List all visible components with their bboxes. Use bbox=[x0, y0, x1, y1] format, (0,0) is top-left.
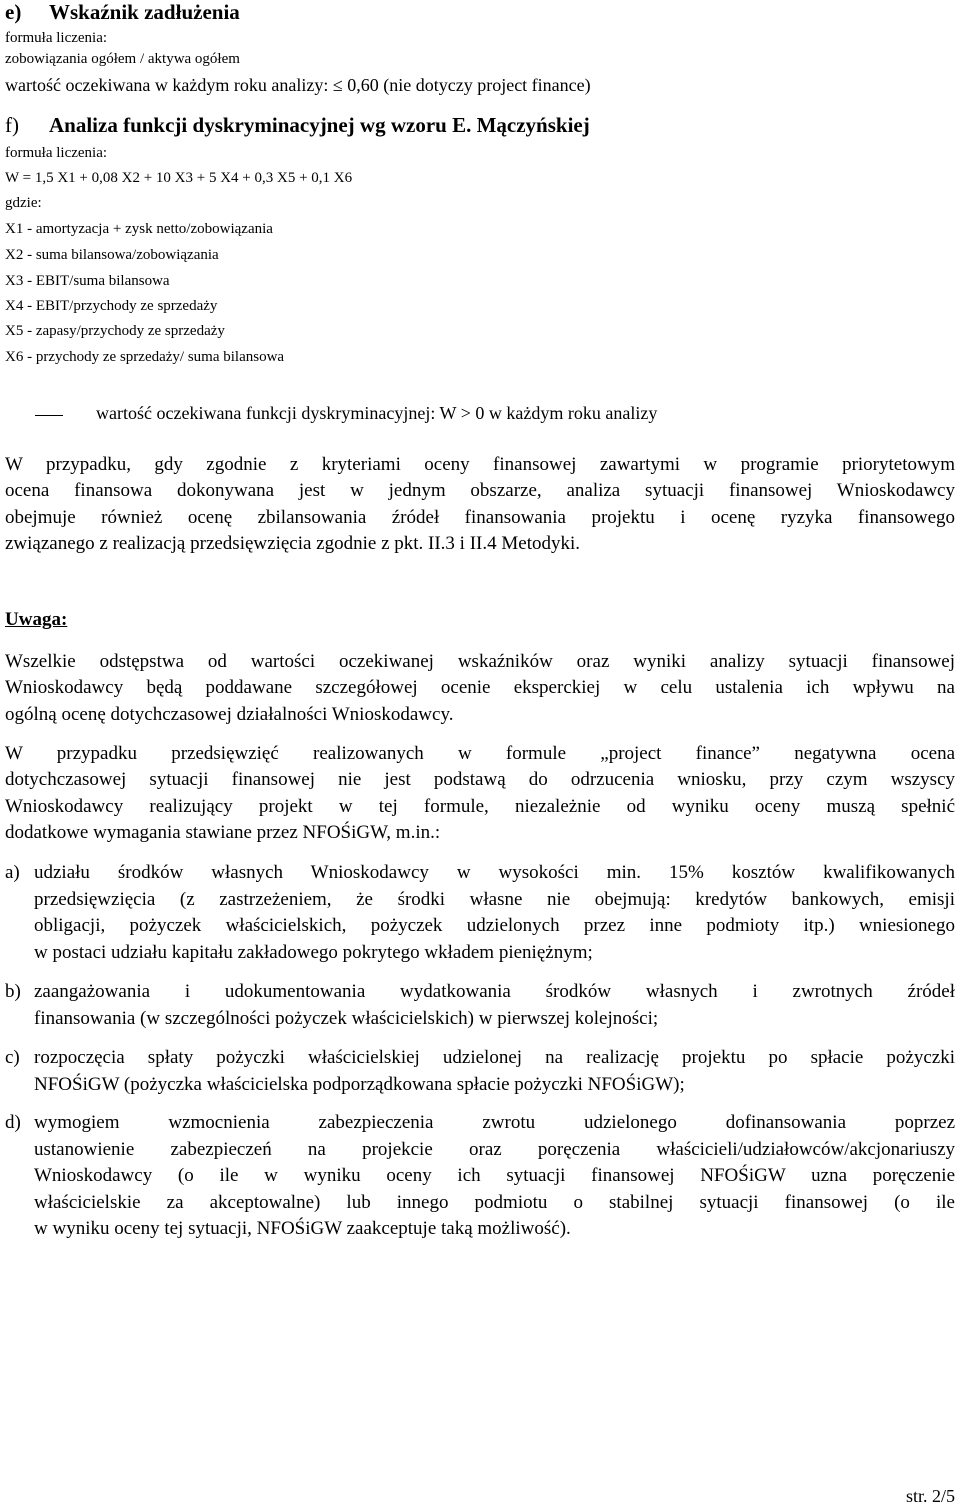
note-heading: Uwaga: bbox=[5, 609, 68, 630]
paragraph-line: Wnioskodawcy realizujący projekt w tej formule, niezależnie od wyniku oceny muszą spełnić bbox=[5, 795, 955, 817]
variable-x6: X6 - przychody ze sprzedaży/ suma bilansowa bbox=[5, 349, 285, 365]
variable-x1: X1 - amortyzacja + zysk netto/zobowiązania bbox=[5, 221, 273, 237]
section-e-title: Wskaźnik zadłużenia bbox=[49, 0, 240, 24]
requirement-text bbox=[34, 979, 955, 1032]
requirement-line: wymogiem wzmocnienia zabezpieczenia zwrotu udzielonego dofinansowania poprzez bbox=[34, 1112, 955, 1133]
requirement-text bbox=[34, 1045, 955, 1098]
paragraph-line: W przypadku przedsięwzięć realizowanych w formule „project finance” negatywna ocena bbox=[5, 743, 955, 764]
requirement-line: ustanowienie zabezpieczeń na projekcie oraz poręczenia właścicieli/udziałowców/akcjonariuszy bbox=[34, 1138, 955, 1160]
paragraph-line: obejmuje również ocenę zbilansowania źródeł finansowania projektu i ocenę ryzyka finansowego bbox=[5, 506, 955, 528]
requirement-text bbox=[34, 860, 955, 966]
paragraph-line: dotychczasowej sytuacji finansowej nie jest podstawą do odrzucenia wniosku, przy czym wszyscy bbox=[5, 769, 955, 791]
page-number: str. 2/5 bbox=[905, 1486, 955, 1506]
section-f-title: Analiza funkcji dyskryminacyjnej wg wzoru E. Mączyńskiej bbox=[49, 113, 590, 137]
requirement-line: NFOŚiGW (pożyczka właścicielska podporządkowana spłacie pożyczki NFOŚiGW); bbox=[34, 1073, 685, 1095]
requirement-line: zaangażowania i udokumentowania wydatkowania środków własnych i zwrotnych źródeł bbox=[34, 981, 955, 1002]
paragraph-project-finance bbox=[5, 741, 955, 846]
variable-x3: X3 - EBIT/suma bilansowa bbox=[5, 273, 170, 289]
paragraph-line: ocena finansowa dokonywana jest w jednym obszarze, analiza sytuacji finansowej Wnioskodawcy bbox=[5, 480, 955, 502]
section-f-formula-label: formuła liczenia: bbox=[5, 145, 108, 161]
section-f-where-label: gdzie: bbox=[5, 195, 42, 211]
requirement-line: udziału środków własnych Wnioskodawcy w wysokości min. 15% kosztów kwalifikowanych bbox=[34, 862, 955, 883]
paragraph-line: związanego z realizacją przedsięwzięcia zgodnie z pkt. II.3 i II.4 Metodyki. bbox=[5, 532, 581, 554]
requirement-c bbox=[5, 1045, 955, 1101]
paragraph-line: dodatkowe wymagania stawiane przez NFOŚiGW, m.in.: bbox=[5, 821, 441, 843]
section-e-formula-label: formuła liczenia: bbox=[5, 30, 108, 46]
paragraph-line: ogólną ocenę dotychczasowej działalności Wnioskodawcy. bbox=[5, 703, 454, 725]
requirement-a bbox=[5, 860, 955, 970]
variable-x5: X5 - zapasy/przychody ze sprzedaży bbox=[5, 323, 225, 339]
requirement-label: a) bbox=[5, 862, 20, 883]
requirement-line: przedsięwzięcia (z zastrzeżeniem, że środki własne nie obejmują: kredytów bankowych, emisji bbox=[34, 888, 955, 910]
requirement-line: rozpoczęcia spłaty pożyczki właścicielskiej udzielonej na realizację projektu po spłacie pożyczki bbox=[34, 1047, 955, 1068]
requirement-line: w postaci udziału kapitału zakładowego pokrytego wkładem pieniężnym; bbox=[34, 941, 593, 963]
variable-x4: X4 - EBIT/przychody ze sprzedaży bbox=[5, 298, 218, 314]
section-f-expected-value: wartość oczekiwana funkcji dyskryminacyjnej: W > 0 w każdym roku analizy bbox=[96, 403, 658, 423]
section-e-heading bbox=[5, 0, 240, 25]
section-e-expected-value: wartość oczekiwana w każdym roku analizy: ≤ 0,60 (nie dotyczy project finance) bbox=[5, 75, 591, 95]
requirement-label: c) bbox=[5, 1047, 20, 1068]
dash-bullet bbox=[35, 415, 63, 416]
requirement-line: finansowania (w szczególności pożyczek właścicielskich) w pierwszej kolejności; bbox=[34, 1007, 659, 1029]
section-f-letter: f) bbox=[5, 113, 19, 137]
requirement-line: w wyniku oceny tej sytuacji, NFOŚiGW zaakceptuje taką możliwość). bbox=[34, 1218, 571, 1239]
requirement-label: d) bbox=[5, 1112, 21, 1133]
section-e-letter: e) bbox=[5, 0, 22, 24]
requirement-line: obligacji, pożyczek właścicielskich, pożyczek udzielonych przez inne podmioty itp.) wniesionego bbox=[34, 915, 955, 936]
document-page bbox=[5, 0, 955, 1509]
variable-x2: X2 - suma bilansowa/zobowiązania bbox=[5, 247, 219, 263]
paragraph-deviations bbox=[5, 649, 955, 728]
requirement-b bbox=[5, 979, 955, 1035]
paragraph-evaluation-scope bbox=[5, 452, 955, 557]
paragraph-line: W przypadku, gdy zgodnie z kryteriami oceny finansowej zawartymi w programie priorytetowym bbox=[5, 454, 955, 475]
section-f-formula: W = 1,5 X1 + 0,08 X2 + 10 X3 + 5 X4 + 0,3 X5 + 0,1 X6 bbox=[5, 170, 353, 186]
section-f-heading bbox=[5, 113, 590, 138]
requirement-label: b) bbox=[5, 981, 21, 1002]
requirement-text bbox=[34, 1110, 955, 1243]
requirement-line: Wnioskodawcy (o ile w wyniku oceny ich sytuacji finansowej NFOŚiGW uzna poręczenie bbox=[34, 1165, 955, 1186]
section-f-expected-row bbox=[5, 403, 955, 427]
requirement-line: właścicielskie za akceptowalne) lub innego podmiotu o stabilnej sytuacji finansowej (o ile bbox=[34, 1191, 955, 1213]
section-e-formula: zobowiązania ogółem / aktywa ogółem bbox=[5, 51, 240, 67]
paragraph-line: Wnioskodawcy będą poddawane szczegółowej ocenie eksperckiej w celu ustalenia ich wpływu na bbox=[5, 677, 955, 699]
requirement-d bbox=[5, 1110, 955, 1246]
paragraph-line: Wszelkie odstępstwa od wartości oczekiwanej wskaźników oraz wyniki analizy sytuacji finansowej bbox=[5, 651, 955, 672]
